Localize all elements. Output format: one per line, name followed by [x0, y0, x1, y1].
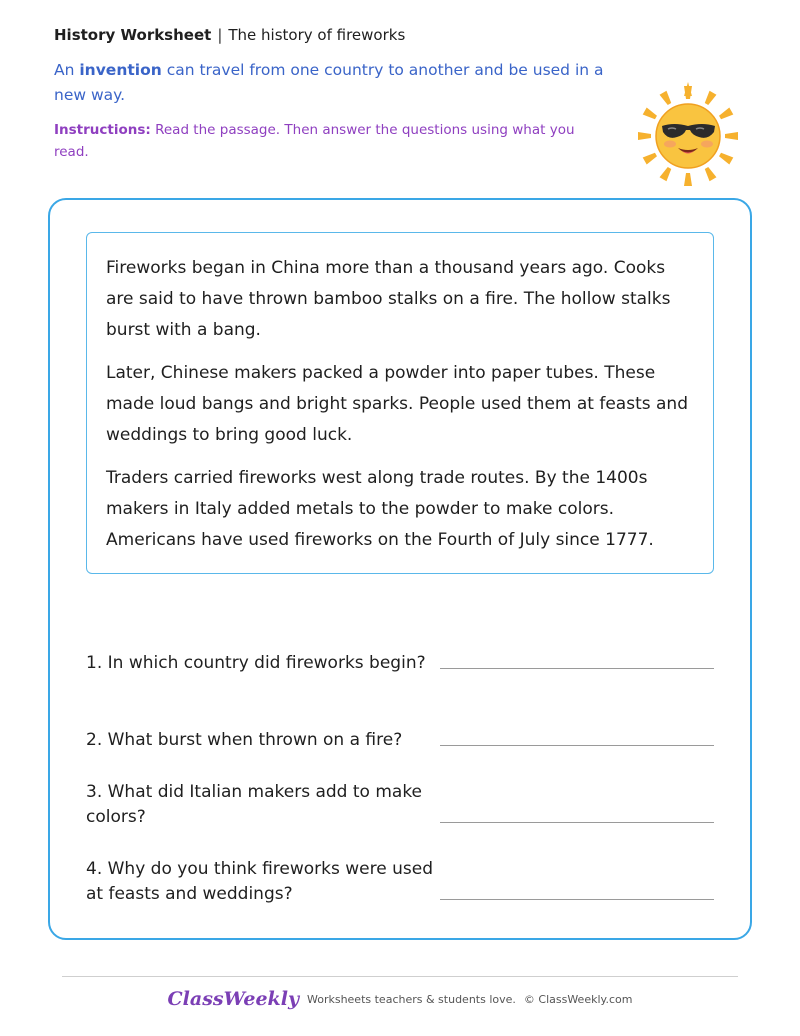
subtitle-prefix: An — [54, 61, 80, 79]
answer-line-4[interactable] — [440, 899, 714, 900]
footer-tagline: Worksheets teachers & students love. — [306, 992, 516, 1006]
passage-paragraph: Fireworks began in China more than a thousand years ago. Cooks are said to have thrown bamboo stalks on a fire. The hollow stalks burst with a bang. — [106, 258, 671, 340]
footer-divider — [62, 976, 738, 977]
worksheet-subtitle — [54, 58, 614, 108]
worksheet-topic: The history of fireworks — [228, 26, 406, 44]
question-2: 2. What burst when thrown on a fire? — [86, 730, 403, 750]
subtitle-keyword: invention — [79, 61, 162, 79]
answer-line-3[interactable] — [440, 822, 714, 823]
instructions-label: Instructions: — [54, 122, 151, 138]
answer-line-2[interactable] — [440, 745, 714, 746]
sun-with-sunglasses-icon — [632, 80, 744, 192]
worksheet-header — [54, 26, 405, 44]
instructions — [54, 119, 594, 163]
question-1: 1. In which country did fireworks begin? — [86, 653, 426, 673]
subtitle-suffix: can travel from one country to another and be used in a new way. — [54, 61, 604, 104]
footer — [0, 988, 800, 1010]
worksheet-subject: History Worksheet — [54, 26, 212, 44]
reading-passage — [86, 232, 714, 574]
question-4: 4. Why do you think fireworks were used at feasts and weddings? — [86, 859, 433, 904]
classweekly-logo: ClassWeekly — [167, 988, 299, 1010]
passage-paragraph: Later, Chinese makers packed a powder into paper tubes. These made loud bangs and bright sparks. People used them at feasts and weddings to bring good luck. — [106, 363, 688, 445]
answer-line-1[interactable] — [440, 668, 714, 669]
instructions-text: Read the passage. Then answer the questions using what you read. — [54, 122, 575, 160]
question-3: 3. What did Italian makers add to make colors? — [86, 782, 423, 827]
passage-paragraph: Traders carried fireworks west along trade routes. By the 1400s makers in Italy added metals to the powder to make colors. Americans have used fireworks on the Fourth of July since 1777. — [106, 468, 654, 550]
header-separator: | — [217, 26, 223, 44]
footer-copyright: © ClassWeekly.com — [523, 992, 633, 1006]
